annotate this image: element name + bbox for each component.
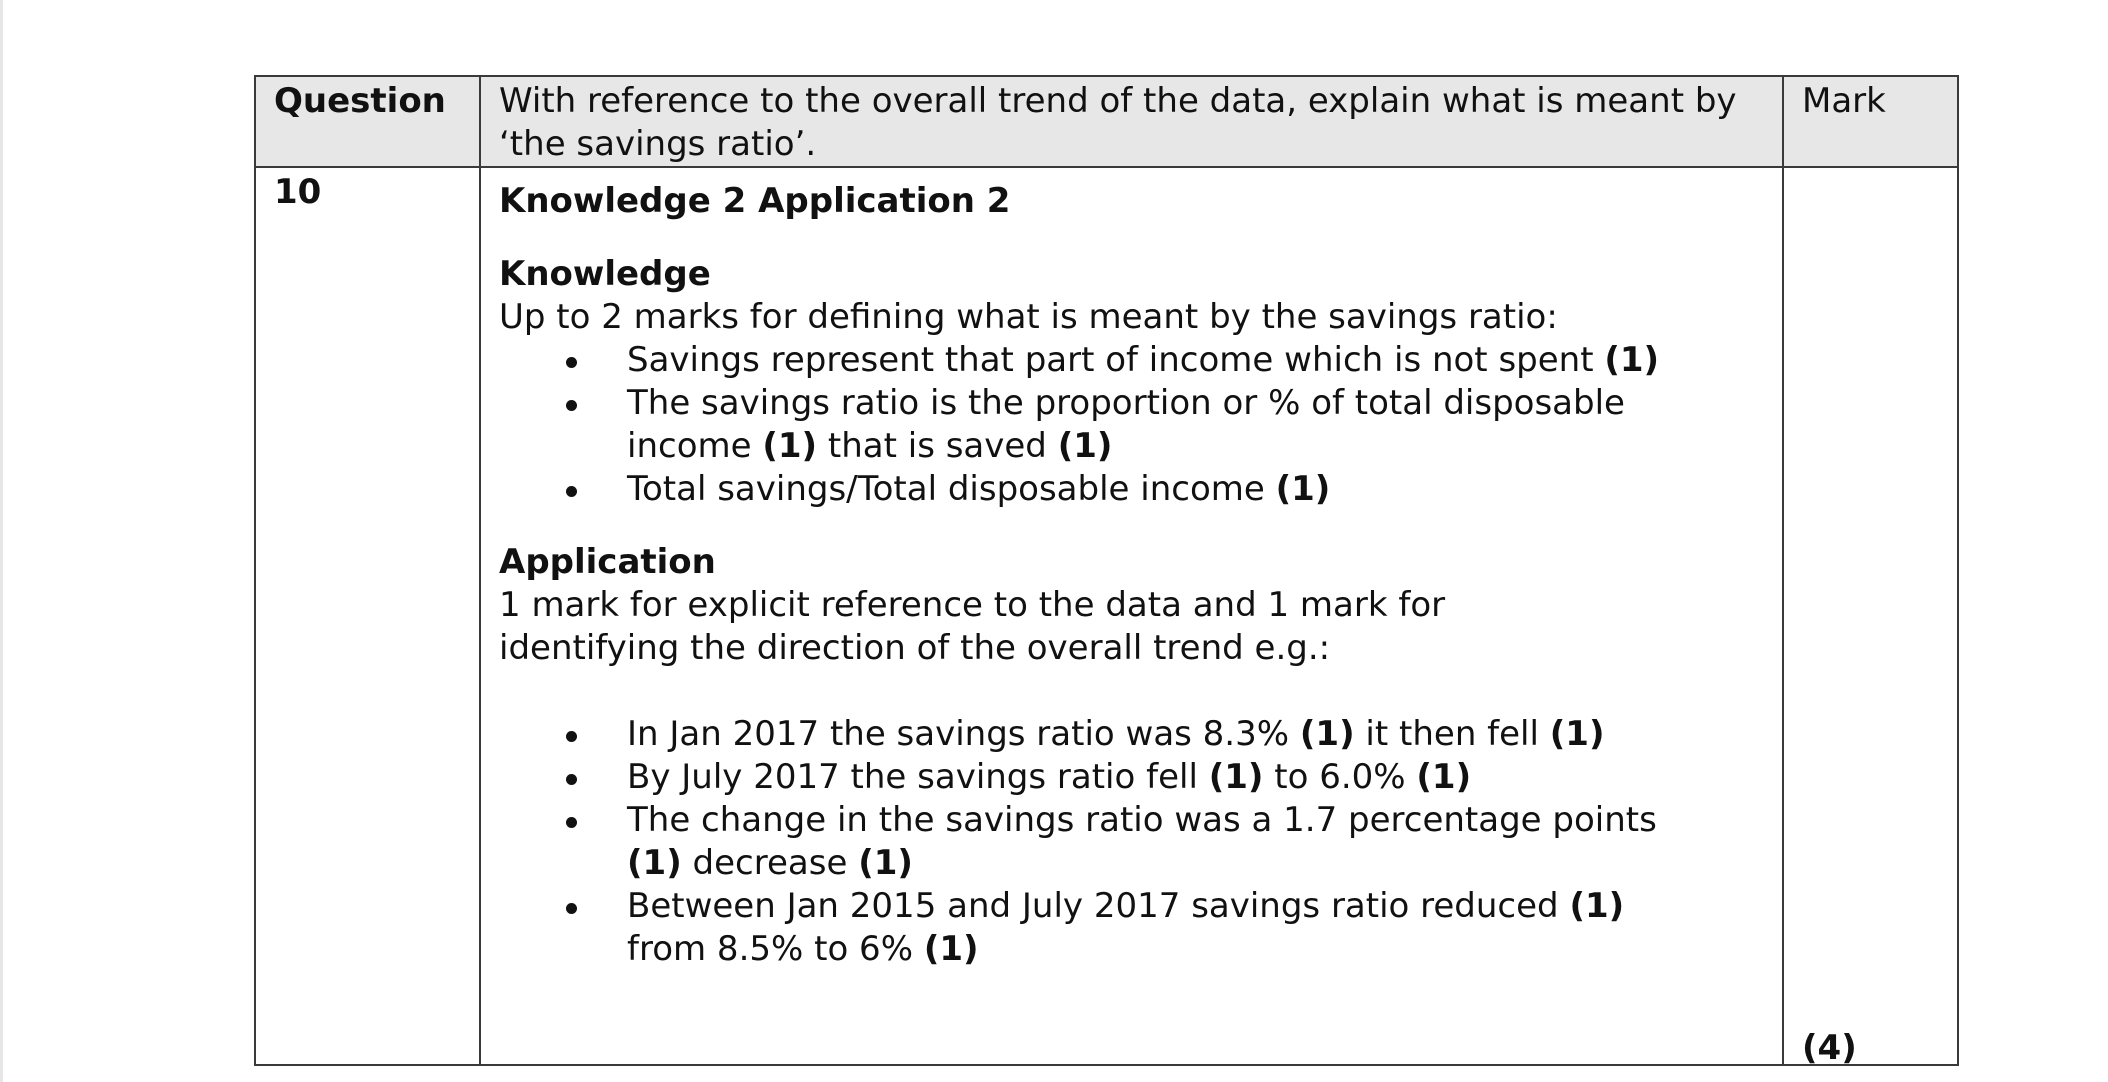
total-mark: (4) <box>1802 1028 1857 1068</box>
application-intro: 1 mark for explicit reference to the data and 1 mark for identifying the direction of the overall trend e.g.: <box>499 585 1446 668</box>
list-item <box>499 713 1677 756</box>
point-text: Total savings/Total disposable income <box>627 469 1276 509</box>
point-mark: (1) <box>1057 426 1113 466</box>
list-item <box>499 382 1677 468</box>
mark-scheme-table <box>254 75 1959 1066</box>
point-mark: (1) <box>1604 340 1660 380</box>
answer-row <box>255 167 1958 1065</box>
knowledge-points <box>499 339 1764 511</box>
application-points <box>499 713 1764 971</box>
point-mark: (1) <box>1416 757 1472 797</box>
question-number: 10 <box>274 172 322 212</box>
point-text: Savings represent that part of income which is not spent <box>627 340 1605 380</box>
knowledge-heading: Knowledge <box>499 254 711 294</box>
mark-cell <box>1783 167 1958 1068</box>
list-item <box>499 468 1677 511</box>
point-text: that is saved <box>817 426 1058 466</box>
marks-summary: Knowledge 2 Application 2 <box>499 181 1011 221</box>
point-text: to 6.0% <box>1263 757 1417 797</box>
page-edge <box>0 0 3 1082</box>
list-item <box>499 339 1677 382</box>
question-text: With reference to the overall trend of the data, explain what is meant by ‘the savings ratio’. <box>480 76 1783 167</box>
mark-column-header: Mark <box>1783 76 1958 167</box>
point-mark: (1) <box>627 843 682 883</box>
point-text: The savings ratio is the proportion or % of total disposable income <box>627 383 1625 466</box>
question-column-header: Question <box>255 76 480 167</box>
point-text: it then fell <box>1354 714 1550 754</box>
point-text: By July 2017 the savings ratio fell <box>627 757 1209 797</box>
answer-guidance-cell <box>480 167 1783 1065</box>
point-mark: (1) <box>1275 469 1331 509</box>
point-mark: (1) <box>1569 886 1625 926</box>
point-mark: (1) <box>1208 757 1264 797</box>
list-item <box>499 799 1677 885</box>
point-text: decrease <box>681 843 859 883</box>
point-text: Between Jan 2015 and July 2017 savings ratio reduced <box>627 886 1570 926</box>
application-heading: Application <box>499 542 716 582</box>
question-number-cell <box>255 167 480 1065</box>
knowledge-intro: Up to 2 marks for defining what is meant by the savings ratio: <box>499 297 1558 337</box>
list-item <box>499 756 1677 799</box>
point-mark: (1) <box>858 843 913 883</box>
table-header-row <box>255 76 1958 167</box>
list-item <box>499 885 1677 971</box>
point-text: The change in the savings ratio was a 1.7 percentage points <box>627 800 1657 840</box>
point-text: In Jan 2017 the savings ratio was 8.3% <box>627 714 1300 754</box>
point-text: from 8.5% to 6% <box>627 929 924 969</box>
point-mark: (1) <box>923 929 979 969</box>
point-mark: (1) <box>762 426 818 466</box>
point-mark: (1) <box>1549 714 1605 754</box>
point-mark: (1) <box>1299 714 1355 754</box>
